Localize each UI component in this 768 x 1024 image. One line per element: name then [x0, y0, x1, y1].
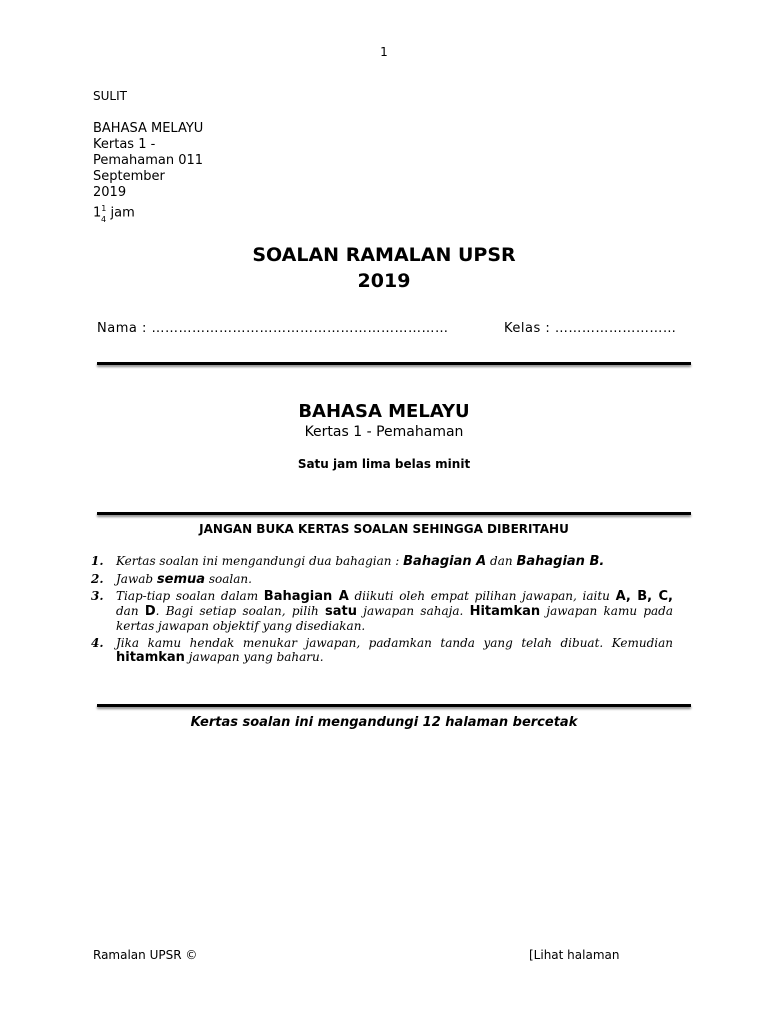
instruction-number: 2. — [91, 572, 104, 586]
meta-paper-line2: Pemahaman 011 — [93, 153, 204, 168]
class-label: Kelas : — [504, 321, 551, 336]
divider-3 — [97, 704, 691, 707]
emphasis: Bahagian A — [403, 554, 487, 569]
time-allowed: Satu jam lima belas minit — [297, 457, 471, 471]
meta-duration — [93, 201, 135, 221]
instruction-text: jawapan sahaja. — [357, 604, 470, 618]
emphasis: Bahagian A — [263, 589, 349, 604]
instruction-text: Jika kamu hendak menukar jawapan, padamkan tanda yang telah dibuat. Kemudian — [116, 636, 673, 650]
instruction-text: Tiap-tiap soalan dalam — [116, 589, 264, 603]
emphasis: semua — [156, 572, 206, 587]
emphasis: D — [144, 604, 156, 619]
classification-label: SULIT — [93, 89, 127, 103]
warning-text: JANGAN BUKA KERTAS SOALAN SEHINGGA DIBERITAHU — [199, 522, 569, 536]
duration-numerator: 1 — [101, 204, 107, 213]
divider-2 — [97, 512, 691, 515]
class-field[interactable] — [504, 321, 676, 336]
class-blank[interactable]: ……………………… — [554, 321, 677, 336]
instruction-number: 1. — [91, 554, 104, 568]
emphasis: satu — [325, 604, 358, 619]
emphasis: Bahagian B. — [516, 554, 605, 569]
page-number: 1 — [380, 45, 388, 59]
instruction-text: Jawab — [116, 572, 157, 586]
instruction-2 — [91, 572, 673, 587]
page-count-note: Kertas soalan ini mengandungi 12 halaman bercetak — [190, 715, 578, 730]
duration-denominator: 4 — [101, 215, 107, 224]
meta-month: September — [93, 169, 165, 184]
instruction-text: . Bagi setiap soalan, pilih — [155, 604, 326, 618]
instruction-number: 3. — [91, 589, 104, 603]
emphasis: hitamkan — [116, 650, 185, 665]
instruction-text: soalan. — [205, 572, 252, 586]
name-label: Nama : — [97, 321, 147, 336]
page-title — [0, 242, 768, 294]
instruction-3 — [91, 589, 673, 633]
instruction-4 — [91, 636, 673, 665]
instruction-text: jawapan yang baharu. — [184, 650, 324, 664]
emphasis: A, B, C, — [615, 589, 673, 604]
meta-year: 2019 — [93, 185, 127, 200]
subject-heading: BAHASA MELAYU — [298, 401, 470, 422]
instruction-1 — [91, 554, 673, 569]
meta-subject: BAHASA MELAYU — [93, 121, 204, 136]
paper-name: Kertas 1 - Pemahaman — [304, 424, 464, 440]
footer-left: Ramalan UPSR © — [93, 948, 198, 962]
instruction-text: Kertas soalan ini mengandungi dua bahagian : — [116, 554, 404, 568]
title-line1: SOALAN RAMALAN UPSR — [252, 244, 516, 266]
title-line2: 2019 — [357, 270, 411, 292]
instruction-text: diikuti oleh empat pilihan jawapan, iaitu — [348, 589, 616, 603]
duration-whole: 1 — [93, 205, 102, 221]
emphasis: Hitamkan — [469, 604, 541, 619]
meta-paper-line1: Kertas 1 - — [93, 137, 156, 152]
instruction-number: 4. — [91, 636, 104, 650]
name-field[interactable] — [97, 321, 448, 336]
name-blank[interactable]: ………………………………………………………… — [151, 321, 449, 336]
instruction-text: dan — [486, 554, 517, 568]
instruction-text: dan — [116, 604, 145, 618]
divider-1 — [97, 362, 691, 365]
footer-right: [Lihat halaman — [529, 948, 620, 962]
duration-unit: jam — [110, 205, 135, 221]
instruction-text: jawapan kamu pada kertas jawapan objektif yang disediakan. — [116, 604, 673, 633]
